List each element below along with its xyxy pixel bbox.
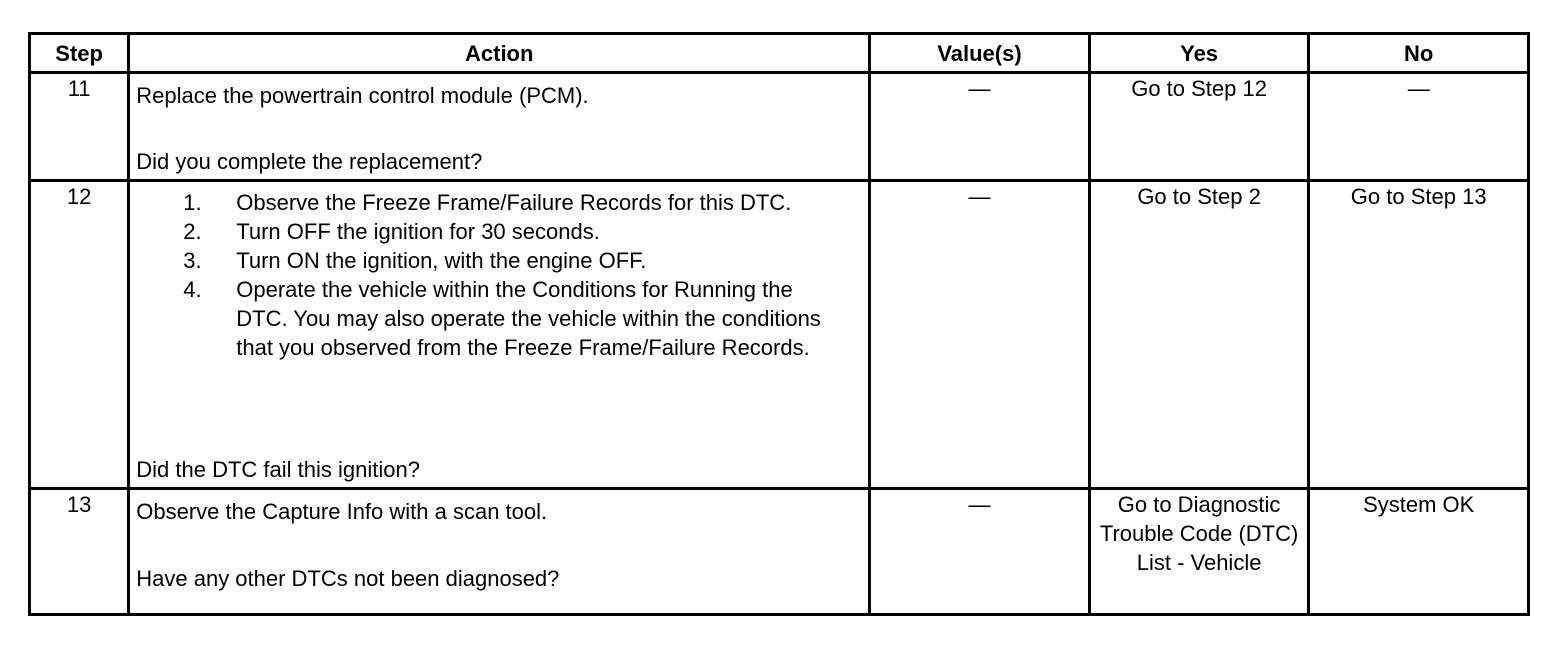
list-item-text: Turn ON the ignition, with the engine OFF.: [236, 248, 647, 273]
action-question: Did the DTC fail this ignition?: [136, 457, 420, 482]
table-row: [30, 73, 1529, 181]
action-instruction: Observe the Capture Info with a scan tool.: [136, 499, 548, 524]
action-cell: [129, 489, 870, 615]
header-values: Value(s): [870, 34, 1090, 73]
list-item-text: Observe the Freeze Frame/Failure Records for this DTC.: [236, 190, 792, 215]
list-item: [130, 217, 838, 246]
list-item-text: Turn OFF the ignition for 30 seconds.: [236, 219, 600, 244]
step-number: 13: [30, 489, 129, 615]
action-instruction: Replace the powertrain control module (PCM).: [136, 83, 589, 108]
yes-result: Go to Step 12: [1089, 73, 1309, 181]
list-item-number: 4.: [183, 277, 202, 302]
action-step-list: [130, 188, 838, 362]
value-cell: —: [870, 181, 1090, 489]
step-number: 11: [30, 73, 129, 181]
value-cell: —: [870, 73, 1090, 181]
action-cell: [129, 181, 870, 489]
table-row: [30, 181, 1529, 489]
action-question: Have any other DTCs not been diagnosed?: [136, 566, 560, 591]
list-item: [130, 275, 838, 362]
list-item-number: 1.: [183, 190, 202, 215]
value-cell: —: [870, 489, 1090, 615]
diagnostic-table-container: [28, 32, 1530, 616]
no-result: —: [1309, 73, 1529, 181]
table-row: [30, 489, 1529, 615]
list-item-number: 2.: [183, 219, 202, 244]
header-action: Action: [129, 34, 870, 73]
list-item: [130, 246, 838, 275]
yes-result: Go to Diagnostic Trouble Code (DTC) List - Vehicle: [1089, 489, 1309, 615]
header-step: Step: [30, 34, 129, 73]
list-item-text: Operate the vehicle within the Conditions for Running the DTC. You may also operate the vehicle within the conditions that you observed from the Freeze Frame/Failure Records.: [236, 277, 821, 360]
list-item: [130, 188, 838, 217]
diagnostic-procedure-table: [28, 32, 1530, 616]
header-no: No: [1309, 34, 1529, 73]
header-yes: Yes: [1089, 34, 1309, 73]
action-cell: [129, 73, 870, 181]
step-number: 12: [30, 181, 129, 489]
no-result: Go to Step 13: [1309, 181, 1529, 489]
no-result: System OK: [1309, 489, 1529, 615]
yes-result: Go to Step 2: [1089, 181, 1309, 489]
action-question: Did you complete the replacement?: [136, 149, 483, 174]
list-item-number: 3.: [183, 248, 202, 273]
header-row: [30, 34, 1529, 73]
